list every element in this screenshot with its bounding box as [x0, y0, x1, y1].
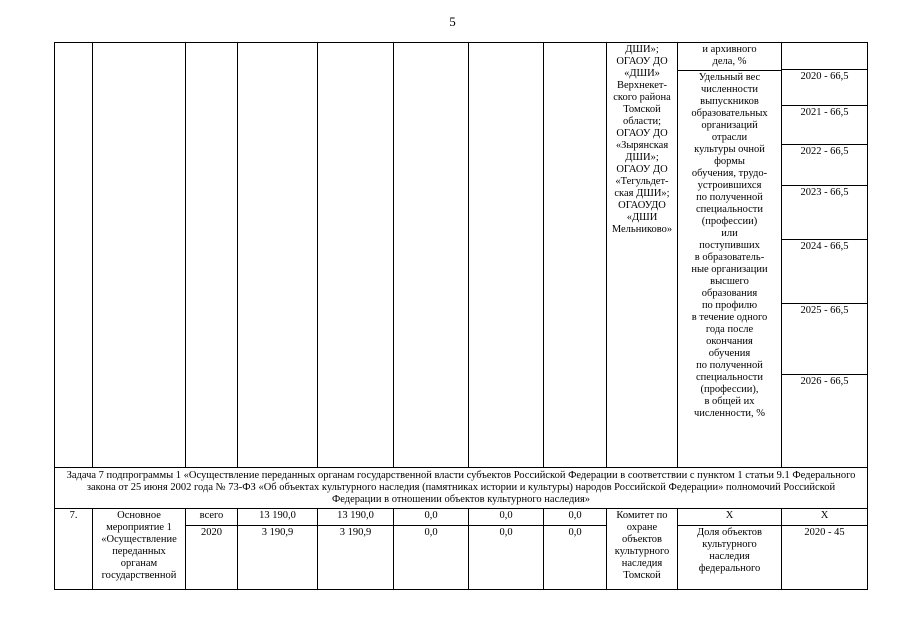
period: 2020: [186, 526, 238, 590]
federal-amount: 3 190,9: [318, 526, 394, 590]
cell-local: [469, 43, 544, 468]
indicator-value: 2026 - 66,5: [800, 376, 849, 387]
task-text: Задача 7 подпрограммы 1 «Осуществление переданных органам государственной власти субъектов Российской Федерации в соответствии с пунктом 1 статьи 9.1 Федерального закона от 25 июня 2002 года № 73-ФЗ «Об объектах культурного наследия (памятниках истории и культуры) народов Российской Федерации» полномочий Российской Федерации в отношении объектов культурного наследия»: [55, 468, 868, 509]
indicator-values-cell: [782, 43, 868, 468]
total-amount: 3 190,9: [238, 526, 318, 590]
regional-amount: 0,0: [394, 509, 469, 526]
cell-regional: [394, 43, 469, 468]
regional-amount: 0,0: [394, 526, 469, 590]
activity-name: Основное мероприятие 1 «Осуществление переданных органам государственной: [93, 509, 186, 590]
indicator: Доля объектов культурного наследия федерального: [678, 526, 782, 590]
other-amount: 0,0: [544, 526, 607, 590]
indicator-value: 2020 - 45: [782, 526, 868, 590]
local-amount: 0,0: [469, 509, 544, 526]
indicator-cell: [678, 43, 782, 468]
indicator: Х: [678, 509, 782, 526]
indicator-value: 2020 - 66,5: [782, 70, 867, 106]
total-amount: 13 190,0: [238, 509, 318, 526]
local-amount: 0,0: [469, 526, 544, 590]
federal-amount: 13 190,0: [318, 509, 394, 526]
executors-cell: ДШИ»; ОГАОУ ДО «ДШИ» Верхнекет- ского района Томской области; ОГАОУ ДО «Зырянская ДШИ»; ОГАОУ ДО «Тегульдет- ская ДШИ»; ОГАОУДО «ДШИ Мельниково»: [607, 43, 678, 468]
other-amount: 0,0: [544, 509, 607, 526]
task-row: [55, 468, 868, 509]
continuation-row: [55, 43, 868, 468]
indicator-value: 2022 - 66,5: [782, 145, 867, 186]
indicator-value: Х: [782, 509, 868, 526]
cell-other: [544, 43, 607, 468]
indicator-value: 2024 - 66,5: [782, 240, 867, 304]
program-table: [54, 42, 868, 590]
executor: Комитет по охране объектов культурного наследия Томской: [607, 509, 678, 590]
cell-federal: [318, 43, 394, 468]
indicator-value: 2021 - 66,5: [782, 106, 867, 145]
period: всего: [186, 509, 238, 526]
cell-num: [55, 43, 93, 468]
row-number: 7.: [55, 509, 93, 590]
indicator-value: 2023 - 66,5: [782, 186, 867, 240]
cell-total: [238, 43, 318, 468]
indicator-value: 2025 - 66,5: [782, 304, 867, 375]
page-number: 5: [449, 14, 456, 29]
table-row: [55, 509, 868, 526]
cell-name: [93, 43, 186, 468]
cell-period: [186, 43, 238, 468]
indicator-text: Удельный вес численности выпускников образовательных организаций отрасли культуры очной формы обучения, трудо- устроившихся по полученной специальности (профессии) или поступивших в образователь- ные организации высшего образования по профилю в течение одного года после окончания обучения по полученной специальности (профессии), в общей их численности, %: [691, 72, 768, 419]
indicator-tail: и архивного дела, %: [678, 43, 781, 71]
